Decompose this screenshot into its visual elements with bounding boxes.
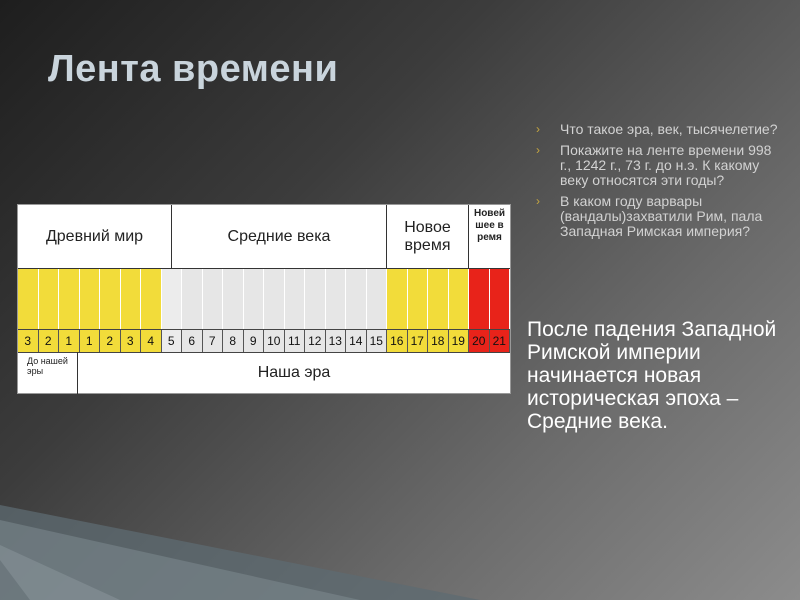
conclusion-text: После падения Западной Римской империи начинается новая историческая эпоха – Средние века. (527, 318, 777, 433)
century-color-cell (490, 269, 511, 329)
century-number: 8 (223, 330, 244, 352)
question-item (536, 122, 786, 137)
era-scale-row (18, 352, 510, 394)
century-color-cell (162, 269, 183, 329)
century-number: 21 (490, 330, 511, 352)
century-color-cell (39, 269, 60, 329)
century-number: 4 (141, 330, 162, 352)
century-number: 9 (244, 330, 265, 352)
arrow-bullet-icon: › (536, 122, 540, 136)
century-number: 6 (182, 330, 203, 352)
question-item (536, 143, 786, 188)
bce-label: До нашей эры (18, 352, 78, 394)
century-color-cell (408, 269, 429, 329)
century-number: 13 (326, 330, 347, 352)
century-color-cell (428, 269, 449, 329)
century-number: 20 (469, 330, 490, 352)
century-color-cell (18, 269, 39, 329)
question-list (536, 122, 786, 245)
century-color-cell (285, 269, 306, 329)
century-color-cell (203, 269, 224, 329)
question-item (536, 194, 786, 239)
century-color-cell (100, 269, 121, 329)
century-color-cell (387, 269, 408, 329)
century-color-cell (326, 269, 347, 329)
question-text: Что такое эра, век, тысячелетие? (560, 121, 778, 137)
century-color-cell (223, 269, 244, 329)
century-color-cell (80, 269, 101, 329)
century-color-cell (182, 269, 203, 329)
timeline-figure (17, 204, 511, 394)
century-number: 16 (387, 330, 408, 352)
century-color-cell (305, 269, 326, 329)
arrow-bullet-icon: › (536, 143, 540, 157)
century-number: 10 (264, 330, 285, 352)
century-number: 2 (100, 330, 121, 352)
century-number: 11 (285, 330, 306, 352)
century-number-row (18, 329, 510, 353)
slide-title: Лента времени (48, 48, 339, 90)
question-text: Покажите на ленте времени 998 г., 1242 г., 73 г. до н.э. К какому веку относятся эти годы? (560, 142, 772, 188)
century-color-cell (59, 269, 80, 329)
century-color-cell (346, 269, 367, 329)
era-modern: Новое время (387, 205, 469, 268)
era-row (18, 205, 510, 269)
century-color-cell (141, 269, 162, 329)
century-number: 1 (80, 330, 101, 352)
century-color-cell (121, 269, 142, 329)
era-ancient-world: Древний мир (18, 205, 172, 268)
century-number: 5 (162, 330, 183, 352)
century-color-cell (244, 269, 265, 329)
century-number: 7 (203, 330, 224, 352)
ce-label: Наша эра (257, 364, 331, 381)
century-number: 3 (18, 330, 39, 352)
era-contemporary: Новей шее в ремя (473, 208, 506, 243)
century-number: 19 (449, 330, 470, 352)
century-number: 15 (367, 330, 388, 352)
century-color-cell (449, 269, 470, 329)
century-color-row (18, 269, 510, 329)
century-number: 14 (346, 330, 367, 352)
century-color-cell (469, 269, 490, 329)
century-number: 12 (305, 330, 326, 352)
era-middle-ages: Средние века (172, 205, 387, 268)
century-number: 3 (121, 330, 142, 352)
arrow-bullet-icon: › (536, 194, 540, 208)
century-color-cell (264, 269, 285, 329)
question-text: В каком году варвары (вандалы)захватили Рим, пала Западная Римская империя? (560, 193, 763, 239)
century-number: 2 (39, 330, 60, 352)
century-number: 18 (428, 330, 449, 352)
century-number: 1 (59, 330, 80, 352)
century-color-cell (367, 269, 388, 329)
century-number: 17 (408, 330, 429, 352)
